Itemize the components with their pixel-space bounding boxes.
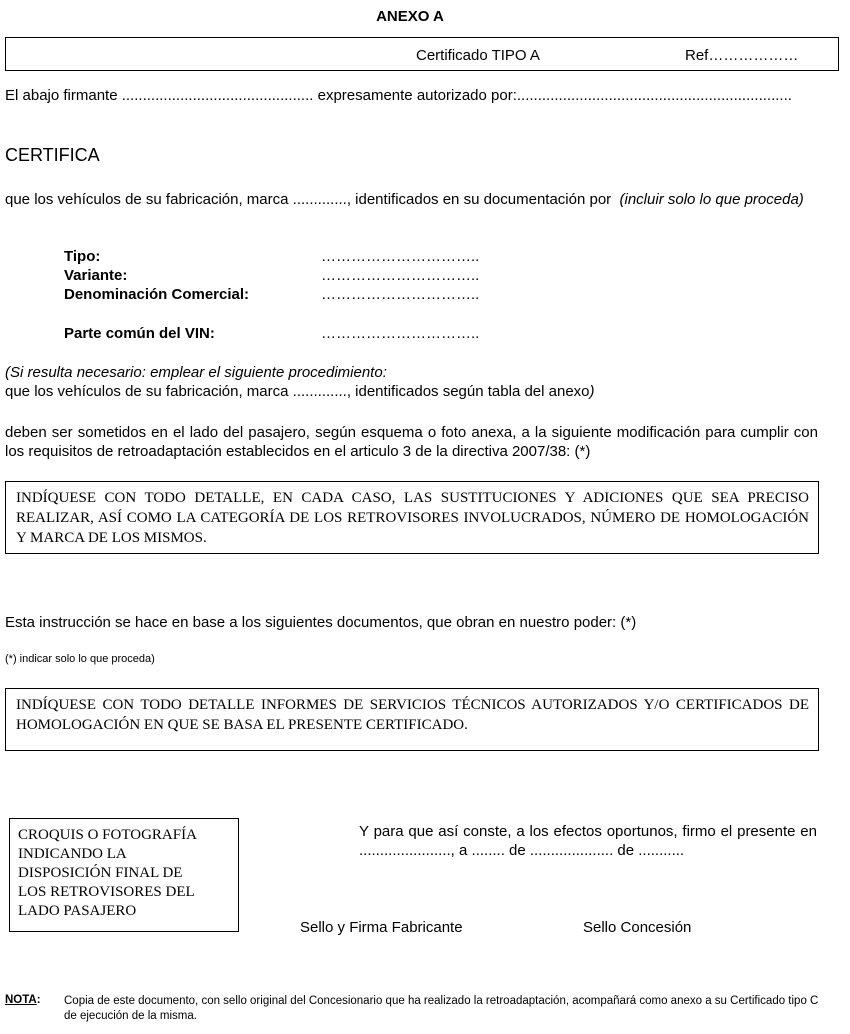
field-tipo-label: Tipo: (64, 248, 101, 265)
procedure-close: ) (589, 383, 595, 400)
detail-box-reports (5, 688, 819, 751)
sketch-box-line: CROQUIS O FOTOGRAFÍA (18, 827, 197, 843)
certifica-heading: CERTIFICA (5, 145, 100, 165)
detail-box-reports-text: INDÍQUESE CON TODO DETALLE INFORMES DE SERVICIOS TÉCNICOS AUTORIZADOS Y/O CERTIFICADOS DE HOMOLOGACIÓN EN QUE SE BASA EL PRESENTE CERTIFICADO. (16, 697, 809, 733)
modification-paragraph: deben ser sometidos en el lado del pasajero, según esquema o foto anexa, a la siguiente modificación para cumplir con los requisitos de retroadaptación establecidos en el articulo 3 de la directiva 2007/38: (*) (5, 424, 818, 460)
reference-field: Ref……………… (685, 47, 799, 64)
sketch-box-line: LOS RETROVISORES DEL (18, 884, 195, 900)
vehicles-text: que los vehículos de su fabricación, marca ............., identificados en su documentación por (5, 191, 612, 208)
detail-box-substitutions (5, 481, 819, 554)
manufacturer-seal-signature: Sello y Firma Fabricante (300, 919, 463, 936)
field-variante-value: ………………………….. (321, 267, 480, 284)
procedure-italic: (Si resulta necesario: emplear el siguiente procedimiento: (5, 364, 387, 381)
sketch-box-line: INDICANDO LA (18, 846, 127, 862)
annex-title: ANEXO A (376, 8, 444, 25)
field-denominacion-value: ………………………….. (321, 286, 480, 303)
procedure-line (5, 383, 595, 400)
sketch-box-line: LADO PASAJERO (18, 903, 137, 919)
field-vin-value: ………………………….. (321, 325, 480, 342)
vehicles-paragraph (5, 190, 818, 209)
vehicles-note: (incluir solo lo que proceda) (619, 191, 804, 208)
detail-box-substitutions-text: INDÍQUESE CON TODO DETALLE, EN CADA CASO, LAS SUSTITUCIONES Y ADICIONES QUE SEA PRECISO REALIZAR, ASÍ COMO LA CATEGORÍA DE LOS RETROVISORES INVOLUCRADOS, NÚMERO DE HOMOLOGACIÓN Y MARCA DE LOS MISMOS. (16, 490, 809, 546)
field-vin-label: Parte común del VIN: (64, 325, 215, 342)
instruction-line: Esta instrucción se hace en base a los siguientes documentos, que obran en nuestro poder: (*) (5, 614, 637, 631)
field-tipo-value: ………………………….. (321, 248, 480, 265)
footnote-small: (*) indicar solo lo que proceda) (5, 653, 155, 665)
certificate-type: Certificado TIPO A (416, 47, 540, 64)
note-text: Copia de este documento, con sello original del Concesionario que ha realizado la retroadaptación, acompañará como anexo a su Certificado tipo C de ejecución de la misma. (64, 995, 819, 1022)
procedure-text: que los vehículos de su fabricación, marca ............., identificados según tabla del anexo (5, 383, 590, 400)
field-variante-label: Variante: (64, 267, 128, 284)
note-label-colon: : (36, 994, 41, 1006)
sketch-box-line: DISPOSICIÓN FINAL DE (18, 865, 183, 881)
closing-text: Y para que así conste, a los efectos oportunos, firmo el presente en ......................, a ........ de .................... de ........... (359, 823, 817, 859)
note-label-text: NOTA (5, 994, 37, 1006)
note-label (5, 994, 41, 1006)
signer-line: El abajo firmante .............................................. expresamente autorizado por:.................................................................. (5, 87, 792, 104)
certificate-header-box (5, 37, 839, 71)
dealership-seal: Sello Concesión (583, 919, 692, 936)
sketch-box (9, 818, 239, 932)
field-denominacion-label: Denominación Comercial: (64, 286, 250, 303)
